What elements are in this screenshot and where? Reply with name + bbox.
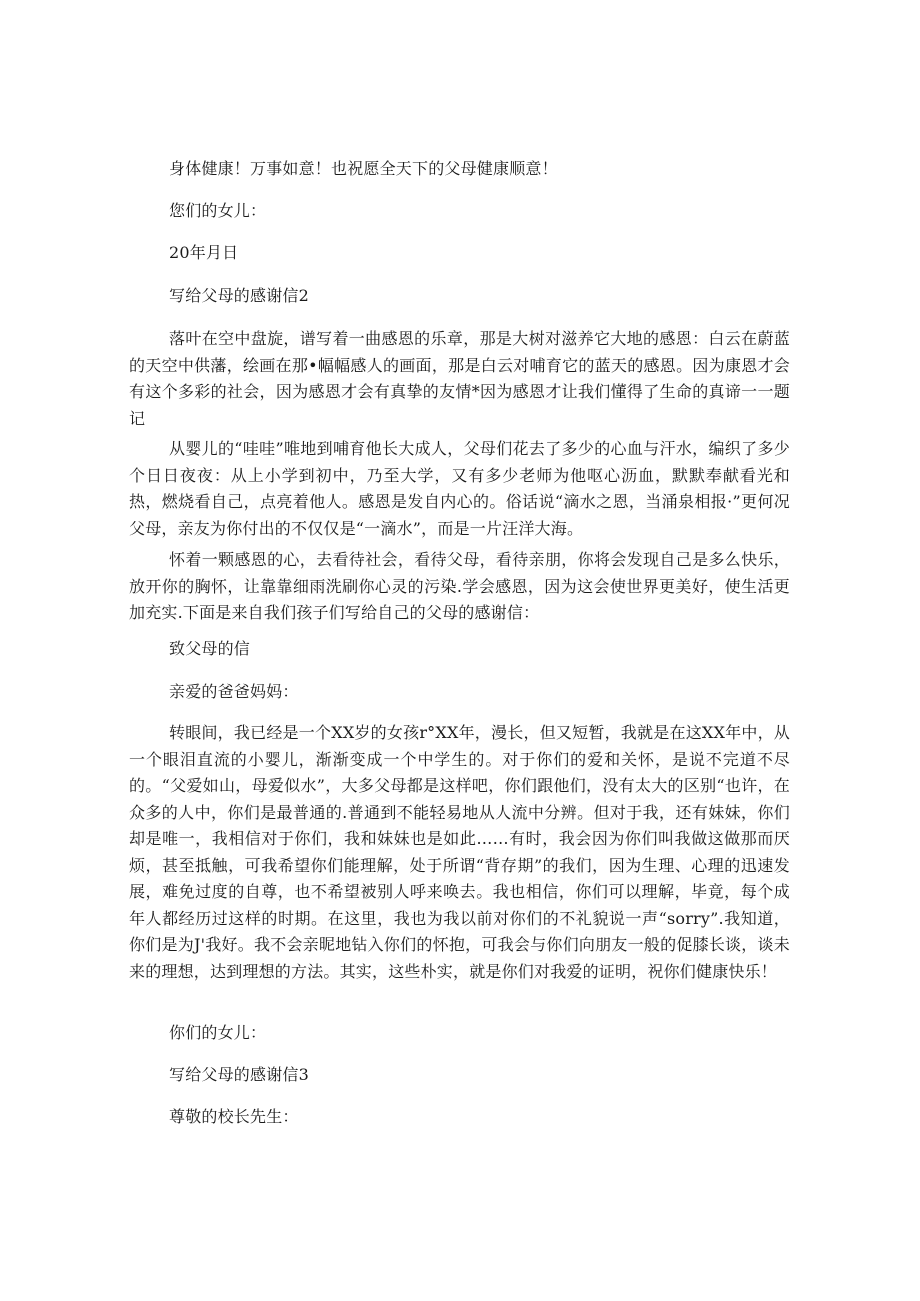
letter-salutation: 亲爱的爸爸妈妈： (169, 682, 299, 701)
section-title-2: 写给父母的感谢信2 (169, 286, 309, 305)
date-line: 20年月日 (169, 243, 239, 262)
closing-wish-line: 身体健康！万事如意！也祝愿全天下的父母健康顺意！ (169, 159, 558, 178)
principal-salutation: 尊敬的校长先生： (169, 1107, 299, 1126)
gratitude-paragraph: 从婴儿的“哇哇”唯地到哺育他长大成人，父母们花去了多少的心血与汗水，编织了多少个日日夜夜：从上小学到初中，乃至大学，又有多少老师为他呕心沥血，默默奉献看光和热，燃烧看自己，点亮着他人。感恩是发自内心的。俗话说“滴水之恩，当涌泉相报·”更何况父母，亲友为你付出的不仅仅是“一滴水”，而是一片汪洋大海。 (129, 439, 790, 538)
section-title-3: 写给父母的感谢信3 (169, 1065, 309, 1084)
signature-daughter: 您们的女儿： (169, 201, 267, 220)
letter-signature: 你们的女儿： (169, 1023, 267, 1042)
intro-paragraph: 落叶在空中盘旋，谱写着一曲感恩的乐章，那是大树对滋养它大地的感恩：白云在蔚蓝的天空中供藩，绘画在那•幅幅感人的画面，那是白云对哺育它的蓝天的感恩。因为康恩才会有这个多彩的社会，因为感恩才会有真挚的友情*因为感恩才让我们懂得了生命的真谛一一题记 (129, 329, 790, 428)
reflection-paragraph: 怀着一颗感恩的心，去看待社会，看待父母，看待亲朋，你将会发现自己是多么快乐，放开你的胸怀，让靠靠细雨洗刷你心灵的污染.学会感恩，因为这会使世界更美好，使生活更加充实.下面是来自我们孩子们写给自己的父母的感谢信： (129, 550, 790, 622)
letter-title: 致父母的信 (169, 639, 251, 658)
letter-body: 转眼间，我已经是一个XX岁的女孩r°XX年，漫长，但又短暂，我就是在这XX年中，从一个眼泪直流的小婴儿，渐渐变成一个中学生的。对于你们的爱和关怀，是说不完道不尽的。“父爱如山，母爱似水”，大多父母都是这样吧，你们跟他们，没有太大的区别“也许，在众多的人中，你们是最普通的.普通到不能轻易地从人流中分辨。但对于我，还有妹妹，你们却是唯一，我相信对于你们，我和妹妹也是如此……有时，我会因为你们叫我做这做那而厌烦，甚至抵触，可我希望你们能理解，处于所谓“背存期”的我们，因为生理、心理的迅速发展，难免过度的自尊，也不希望被别人呼来唤去。我也相信，你们可以理解，毕竟，每个成年人都经历过这样的时期。在这里，我也为我以前对你们的不礼貌说一声“sorry”.我知道，你们是为J'我好。我不会亲昵地钻入你们的怀抱，可我会与你们向朋友一般的促膝长谈，谈未来的理想，达到理想的方法。其实，这些朴实，就是你们对我爱的证明，祝你们健康快乐！ (129, 723, 790, 981)
